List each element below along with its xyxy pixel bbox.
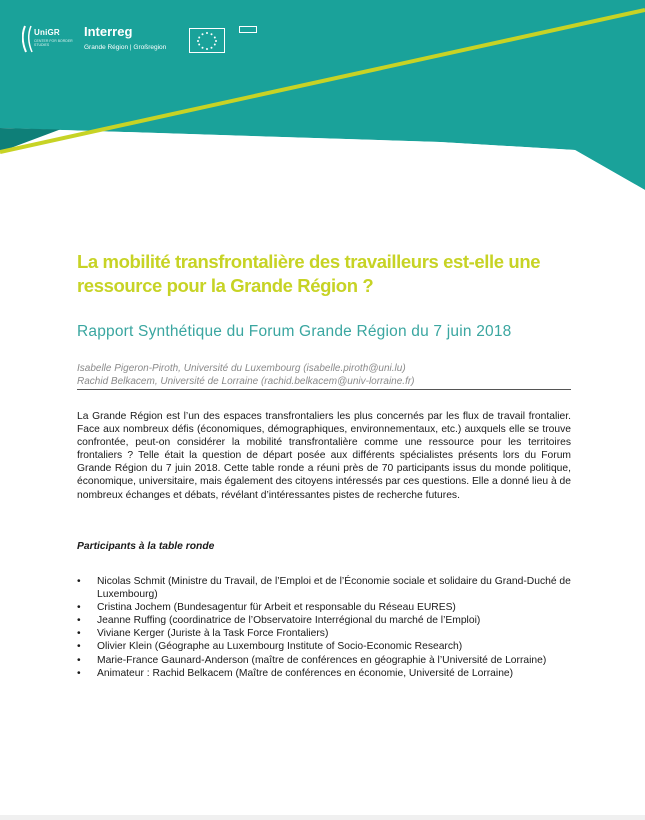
participant-text: Jeanne Ruffing (coordinatrice de l’Observatoire Interrégional du marché de l’Emploi) [97,615,481,627]
participants-list [77,575,577,680]
document-title: La mobilité transfrontalière des travailleurs est-elle une ressource pour la Grande Région ? [77,251,541,296]
participant-text: Marie-France Gaunard-Anderson (maître de conférences en géographie à l’Université de Lorraine) [97,654,547,666]
bullet-icon: • [77,576,81,587]
list-item [77,627,577,640]
participant-text: Animateur : Rachid Belkacem (Maître de conférences en économie, Université de Lorraine) [97,667,514,679]
author-line: Isabelle Pigeron-Piroth, Université du Luxembourg (isabelle.piroth@uni.lu) [77,363,406,374]
participant-text: Olivier Klein (Géographe au Luxembourg Institute of Socio-Economic Research) [97,641,463,653]
eu-flag-small-icon [239,26,257,33]
interreg-logo-text: Interreg [84,24,133,39]
bullet-icon: • [77,615,81,627]
unigr-logo [22,24,74,64]
bullet-icon: • [77,602,81,614]
participant-text: Viviane Kerger (Juriste à la Task Force Frontaliers) [97,628,329,640]
list-item [77,614,577,627]
intro-paragraph: La Grande Région est l’un des espaces transfrontaliers les plus concernés par les flux de travail frontalier. Face aux nombreux défis (économiques, démographiques, environnementaux, etc.) auxquels elle se trouve confrontée, peut-on considérer la mobilité transfrontalière comme une ressource pour les territoires frontaliers ? Telle était la question de départ posée aux différents spécialistes présents lors du Forum Grande Région du 7 juin 2018. Cette table ronde a réuni près de 70 participants issus du monde politique, économique, universitaire, mais également des citoyens intéressés par ces questions. Elle a donné lieu à de nombreux échanges et débats, révélant d’intéressantes pistes de recherche futures. [77,411,571,501]
unigr-logo-text: UniGR [34,28,60,37]
list-item [77,667,577,680]
participant-text: Cristina Jochem (Bundesagentur für Arbeit et responsable du Réseau EURES) [97,602,456,614]
interreg-region-text: Grande Région | Großregion [84,44,167,51]
document-subtitle: Rapport Synthétique du Forum Grande Région du 7 juin 2018 [77,323,512,340]
unigr-logo-subtext: CENTER FOR BORDER STUDIES [34,39,73,47]
list-item [77,601,577,614]
eu-flag-icon [189,28,225,53]
bullet-icon: • [77,628,81,640]
header-banner [0,0,645,190]
participant-text: Nicolas Schmit (Ministre du Travail, de l’Emploi et de l’Économie sociale et solidaire du Grand-Duché de Luxembourg) [97,576,571,601]
bullet-icon: • [77,641,81,653]
list-item [77,575,577,601]
authors-block [77,362,571,390]
list-item [77,654,577,667]
author-line: Rachid Belkacem, Université de Lorraine (rachid.belkacem@univ-lorraine.fr) [77,376,415,387]
participants-heading: Participants à la table ronde [77,541,215,552]
bullet-icon: • [77,654,81,666]
list-item [77,640,577,653]
page-bottom-edge [0,815,645,820]
bullet-icon: • [77,667,81,679]
